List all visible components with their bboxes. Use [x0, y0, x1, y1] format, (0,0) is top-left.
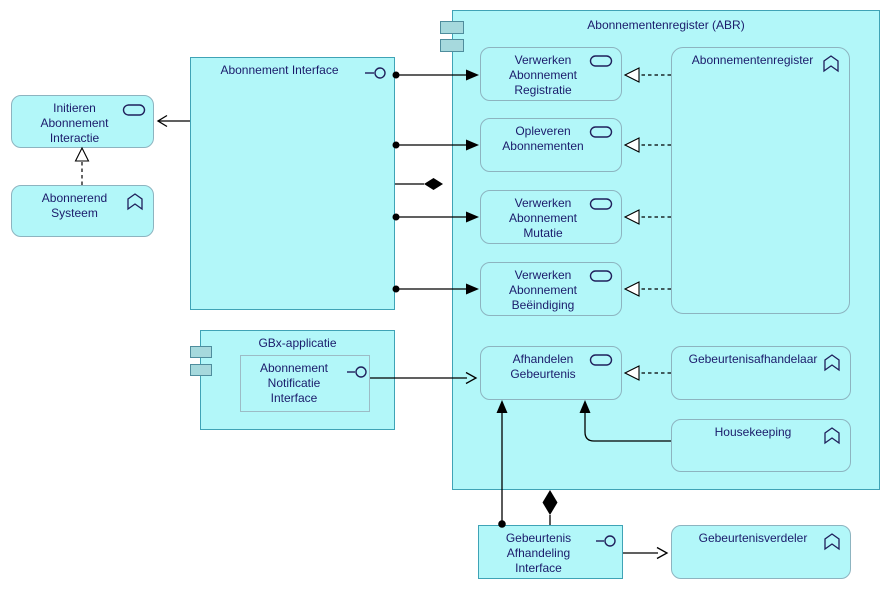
- serving-interface-to-initieren[interactable]: [158, 116, 190, 127]
- application-service-icon: [589, 197, 613, 216]
- node-label: Verwerken Abonnement Registratie: [508, 53, 578, 97]
- application-function-icon: [822, 532, 842, 557]
- node-label: Abonnerend Systeem: [41, 191, 108, 220]
- node-label: Abonnement Notificatie Interface: [259, 361, 329, 405]
- application-service-icon: [589, 269, 613, 288]
- application-interface-icon: [364, 66, 387, 85]
- application-service-icon: [589, 54, 613, 73]
- node-label: Verwerken Abonnement Mutatie: [508, 196, 578, 240]
- serving-gai-to-verdeler[interactable]: [623, 548, 667, 559]
- component-icon: [440, 21, 464, 34]
- node-verwerken-abonnement-beeindiging[interactable]: [480, 262, 622, 316]
- node-initieren-abonnement-interactie[interactable]: [11, 95, 154, 148]
- application-function-icon: [822, 426, 842, 451]
- node-label: Afhandelen Gebeurtenis: [510, 352, 576, 381]
- node-label: Opleveren Abonnementen: [502, 124, 584, 153]
- application-service-icon: [589, 353, 613, 372]
- component-icon: [190, 346, 212, 358]
- node-verwerken-abonnement-registratie[interactable]: [480, 47, 622, 101]
- application-function-icon: [821, 54, 841, 79]
- node-abonnement-notificatie-interface[interactable]: [240, 355, 370, 412]
- application-function-icon: [822, 353, 842, 378]
- node-label: Verwerken Abonnement Beëindiging: [508, 268, 578, 312]
- node-abonnement-interface[interactable]: [190, 57, 395, 310]
- composition-abr-to-interface[interactable]: [395, 178, 443, 190]
- node-label: Housekeeping: [714, 425, 792, 439]
- component-icon: [190, 364, 212, 376]
- application-service-icon: [589, 125, 613, 144]
- node-label: Abonnementenregister (ABR): [587, 18, 745, 32]
- node-label: Gebeurtenisafhandelaar: [688, 352, 818, 366]
- node-label: Gebeurtenis Afhandeling Interface: [505, 531, 572, 575]
- node-label: GBx-applicatie: [258, 336, 337, 350]
- node-label: Gebeurtenisverdeler: [698, 531, 808, 545]
- node-abonnementenregister[interactable]: [671, 47, 850, 314]
- node-gebeurtenis-afhandeling-interface[interactable]: [478, 525, 623, 579]
- node-gebeurtenisafhandelaar[interactable]: [671, 346, 851, 400]
- application-function-icon: [125, 192, 145, 217]
- node-gebeurtenisverdeler[interactable]: [671, 525, 851, 579]
- node-opleveren-abonnementen[interactable]: [480, 118, 622, 172]
- component-icon: [440, 39, 464, 52]
- node-abonnerend-systeem[interactable]: [11, 185, 154, 237]
- node-label: Abonnementenregister: [691, 53, 814, 67]
- node-label: Abonnement Interface: [220, 63, 339, 77]
- application-service-icon: [122, 103, 146, 122]
- realization-abonnerend-to-initieren[interactable]: [76, 148, 89, 185]
- node-housekeeping[interactable]: [671, 419, 851, 472]
- application-interface-icon: [346, 365, 368, 384]
- node-verwerken-abonnement-mutatie[interactable]: [480, 190, 622, 244]
- application-interface-icon: [595, 534, 617, 553]
- node-afhandelen-gebeurtenis[interactable]: [480, 346, 622, 400]
- node-label: Initieren Abonnement Interactie: [40, 101, 109, 145]
- composition-abr-to-gai[interactable]: [543, 490, 558, 525]
